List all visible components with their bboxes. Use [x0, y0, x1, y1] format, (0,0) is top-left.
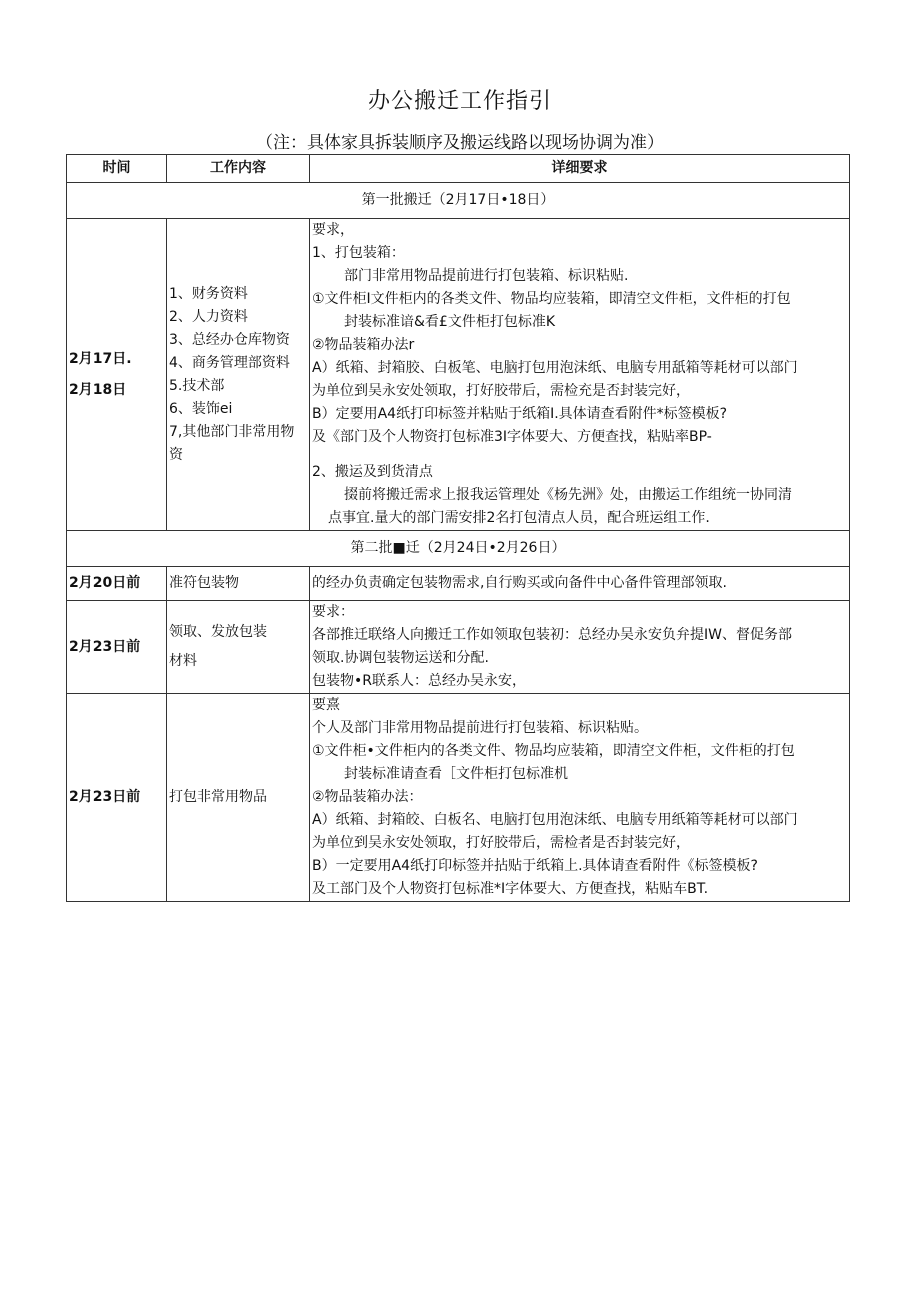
detail-line: 为单位到吴永安处领取，打好胶带后，需检充是否封装完好， [312, 383, 690, 399]
header-row [67, 155, 850, 183]
detail-line: 1、打包装箱： [312, 245, 405, 261]
detail-line: 领取.协调包装物运送和分配. [312, 650, 489, 666]
batch1-header-row [67, 183, 850, 219]
detail-line: B）一定要用A4纸打印标签并拈贴于纸箱上.具体请查看附件《标签模板? [312, 858, 758, 874]
batch2-row [67, 601, 850, 694]
batch2-label: 第二批■迁（2月24日•2月26日） [67, 531, 850, 567]
detail-line: ②物品装箱办法r [312, 337, 415, 353]
batch1-item: 2、人力资料 [169, 308, 248, 325]
batch2-row1-detail: 的经办负责确定包装物需求,自行购买或向备件中心备件管理部领取. [310, 567, 850, 601]
header-time: 时间 [67, 155, 167, 183]
batch1-item: 3、总经办仓库物资 [169, 331, 290, 348]
header-detail: 详细要求 [310, 155, 850, 183]
detail-line: 要求： [312, 604, 354, 620]
batch1-time-cell [67, 219, 167, 531]
document-subtitle: （注：具体家具拆装顺序及搬运线路以现场协调为准） [256, 133, 664, 153]
document-title: 办公搬迁工作指引 [367, 89, 552, 114]
batch2-header-row [67, 531, 850, 567]
detail-spacer [312, 449, 847, 461]
content-line: 领取、发放包装 [169, 624, 267, 640]
detail-line: 掇前将搬迁需求上报我运管理处《杨先洲》处，由搬运工作组统一协同清 [344, 487, 792, 503]
detail-line: 包装物•R联系人：总经办吴永安， [312, 673, 526, 689]
detail-line: ①文件柜•文件柜内的各类文件、物品均应装箱，即清空文件柜，文件柜的打包 [312, 743, 795, 759]
batch1-time-start: 2月17日. [69, 350, 132, 367]
detail-line: 点事宜.量大的部门需安排2名打包清点人员，配合班运组工作. [328, 510, 710, 526]
detail-line: 要求， [312, 222, 354, 238]
detail-line: 个人及部门非常用物品提前进行打包装箱、标识粘贴。 [312, 720, 648, 736]
batch1-row [67, 219, 850, 531]
batch1-item: 资 [169, 446, 183, 463]
batch2-row3-content: 打包非常用物品 [167, 694, 310, 902]
detail-line: 封装标准请查看［文件柜打包标准机 [344, 766, 568, 782]
detail-line: A）纸箱、封箱皎、白板名、电脑打包用泡沫纸、电脑专用纸箱等耗材可以部门 [312, 812, 798, 828]
guide-table [66, 154, 850, 902]
batch2-row3-detail [310, 694, 850, 902]
detail-line: 及《部门及个人物资打包标准3I字体要大、方便查找，粘贴率BP- [312, 429, 712, 445]
batch2-row1-content: 准符包装物 [167, 567, 310, 601]
batch2-row [67, 694, 850, 902]
batch1-content-cell [167, 219, 310, 531]
detail-line: 为单位到吴永安处领取，打好胶带后，需检者是否封装完好， [312, 835, 690, 851]
batch2-row2-time: 2月23日前 [67, 601, 167, 694]
batch2-row3-time: 2月23日前 [67, 694, 167, 902]
batch1-detail-cell [310, 219, 850, 531]
batch2-row2-content [167, 601, 310, 694]
batch2-row2-detail [310, 601, 850, 694]
content-line: 材料 [169, 653, 197, 669]
detail-line: 要熹 [312, 697, 340, 713]
batch1-item: 7,其他部门非常用物 [169, 423, 295, 440]
detail-line: 封装标准谙&看£文件柜打包标准K [344, 314, 556, 330]
batch1-time-end: 2月18日 [69, 381, 127, 398]
detail-line: 2、搬运及到货清点 [312, 464, 433, 480]
batch1-item: 1、财务资料 [169, 285, 248, 302]
header-content: 工作内容 [167, 155, 310, 183]
batch2-row1-time: 2月20日前 [67, 567, 167, 601]
detail-line: 各部推迁联络人向搬迁工作如领取包装初：总经办吴永安负弁提IW、督促务部 [312, 627, 792, 643]
detail-line: B）定要用A4纸打印标签并粘贴于纸箱I.具体请查看附件*标签模板? [312, 406, 728, 422]
detail-line: A）纸箱、封箱胶、白板笔、电脑打包用泡沫纸、电脑专用舐箱等耗材可以部门 [312, 360, 798, 376]
batch1-item: 4、商务管理部资料 [169, 354, 290, 371]
detail-line: ①文件柜I文件柜内的各类文件、物品均应装箱，即清空文件柜，文件柜的打包 [312, 291, 791, 307]
batch1-label: 第一批搬迁（2月17日•18日） [67, 183, 850, 219]
detail-line: ②物品装箱办法： [312, 789, 423, 805]
detail-line: 及工部门及个人物资打包标准*I字体要大、方便查找，粘贴车BT. [312, 881, 709, 897]
batch2-row [67, 567, 850, 601]
batch1-item: 5.技术部 [169, 377, 225, 394]
detail-line: 部门非常用物品提前进行打包装箱、标识粘贴. [344, 268, 629, 284]
batch1-item: 6、装饰ei [169, 400, 233, 417]
